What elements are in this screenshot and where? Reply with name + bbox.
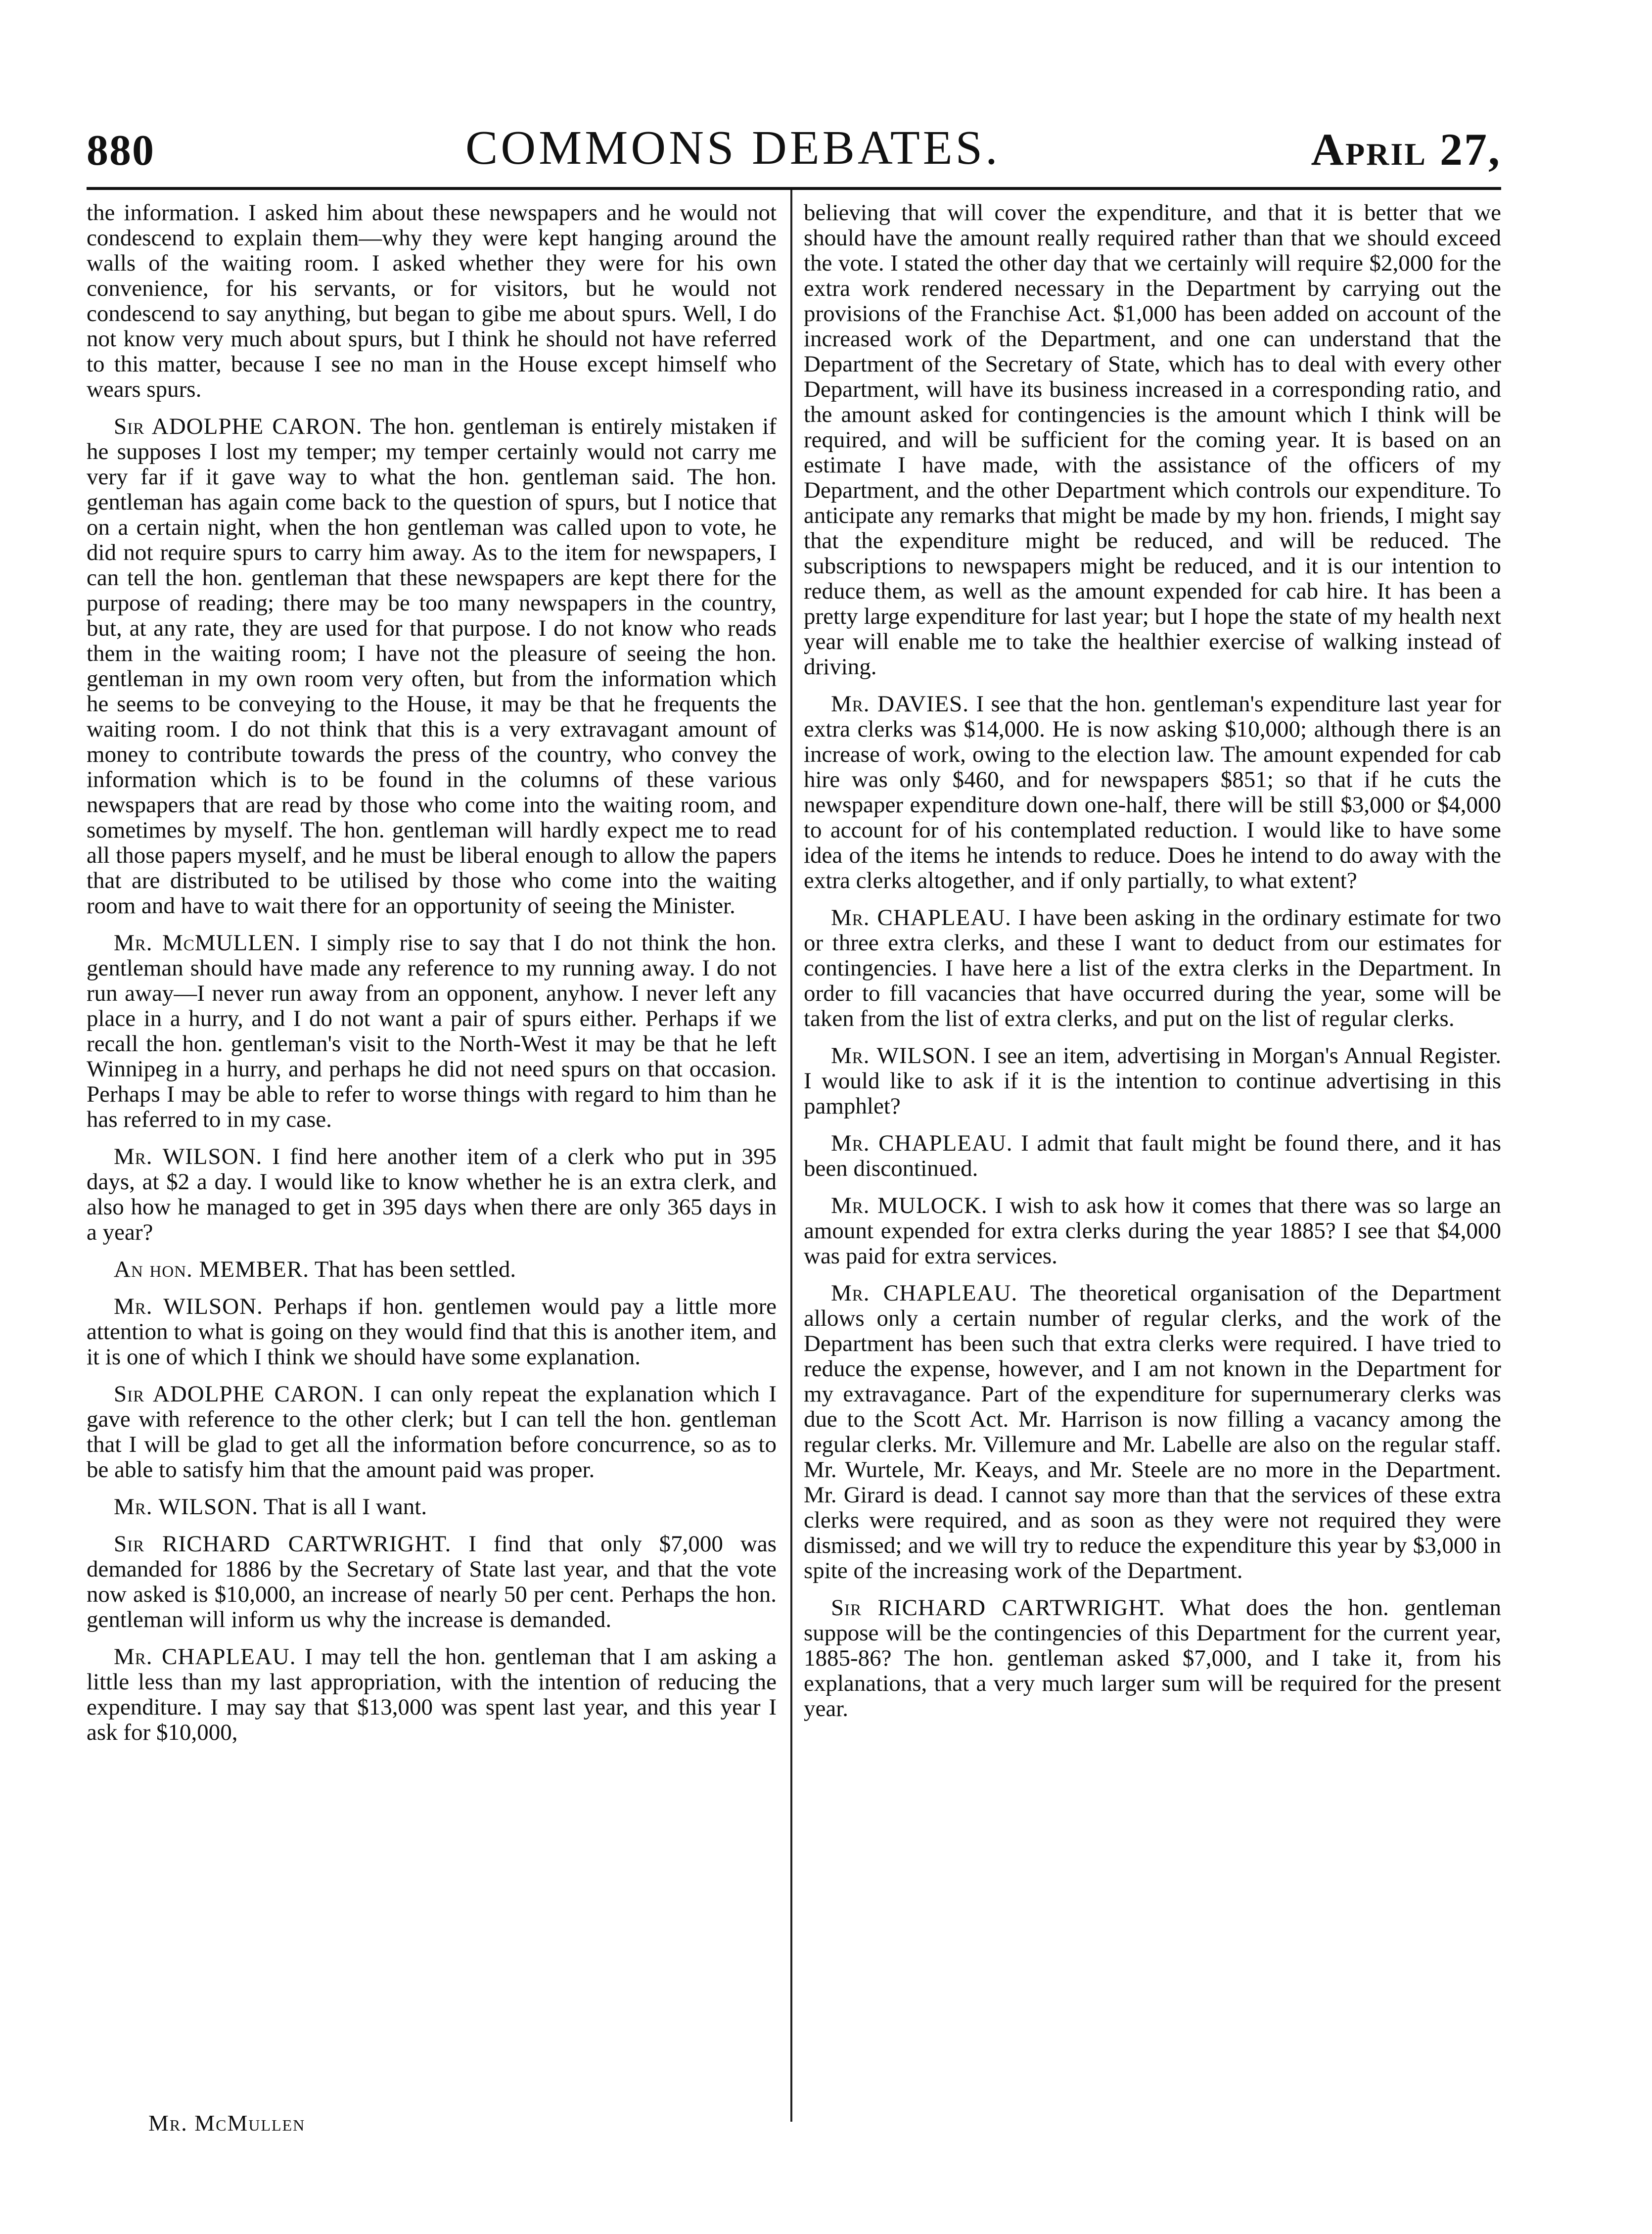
speaker-name: Sir RICHARD CARTWRIGHT. bbox=[831, 1595, 1165, 1621]
speaker-name: Mr. DAVIES. bbox=[831, 691, 969, 717]
paragraph-text: The hon. gentleman is entirely mistaken if he supposes I lost my temper; my temper certainly would not carry me very far if it gave way to what the hon. gentleman said. The hon. gentleman has again come back to the question of spurs, but I notice that on a certain night, when the hon gentleman was called upon to vote, he did not require spurs to carry him away. As to the item for newspapers, I can tell the hon. gentleman that these newspapers are kept there for the purpose of reading; there may be too many newspapers in the country, but, at any rate, they are used for that purpose. I do not know who reads them in the waiting room; I have not the pleasure of seeing the hon. gentleman in my own room very often, but from the information which he seems to be conveying to the House, it may be that he frequents the waiting room. I do not think that this is a very extravagant amount of money to contribute towards the press of the country, who convey the information which is to be found in the columns of these various newspapers that are read by those who come into the waiting room, and sometimes by myself. The hon. gentleman will hardly expect me to read all those papers myself, and he must be liberal enough to allow the papers that are distributed to be utilised by those who come into the waiting room and have to wait there for an opportunity of seeing the Minister. bbox=[87, 414, 777, 919]
paragraph bbox=[804, 905, 1501, 1031]
speaker-name: Sir ADOLPHE CARON. bbox=[114, 414, 363, 439]
paragraph-text: the information. I asked him about these newspapers and he would not condescend to explain them—why they were kept hanging around the walls of the waiting room. I asked whether they were for his own convenience, for his servants, or for visitors, but he would not condescend to say anything, but began to gibe me about spurs. Well, I do not know very much about spurs, but I think he should not have referred to this matter, because I see no man in the House except himself who wears spurs. bbox=[87, 200, 777, 402]
page-header bbox=[87, 111, 1501, 176]
right-column bbox=[804, 200, 1501, 2120]
speaker-name: Mr. CHAPLEAU. bbox=[831, 905, 1011, 931]
speaker-name: Sir RICHARD CARTWRIGHT. bbox=[114, 1531, 452, 1557]
paragraph-text: I find here another item of a clerk who put in 395 days, at $2 a day. I would like to know whether he is an extra clerk, and also how he managed to get in 395 days when there are only 365 days in a year? bbox=[87, 1144, 777, 1245]
journal-title: COMMONS DEBATES. bbox=[465, 121, 1001, 175]
signoff: Mr. McMullen bbox=[148, 2110, 306, 2136]
paragraph bbox=[87, 1294, 777, 1370]
paragraph-text: That is all I want. bbox=[263, 1494, 427, 1520]
speaker-name: Mr. MULOCK. bbox=[831, 1193, 988, 1218]
page-number: 880 bbox=[87, 127, 155, 175]
paragraph bbox=[804, 200, 1501, 680]
paragraph-text: I can only repeat the explanation which I gave with reference to the other clerk; but I can tell the hon. gentleman that I will be glad to get all the information before concurrence, so as to be able to satisfy him that the amount paid was proper. bbox=[87, 1381, 777, 1483]
speaker-name: Mr. CHAPLEAU. bbox=[114, 1644, 296, 1670]
paragraph bbox=[87, 1257, 777, 1282]
speaker-name: Mr. WILSON. bbox=[114, 1494, 258, 1520]
paragraph-text: I see that the hon. gentleman's expenditure last year for extra clerks was $14,000. He is now asking $10,000; although there is an increase of work, owing to the election law. The amount expended for cab hire was only $460, and for newspapers $851; so that if he cuts the newspaper expenditure down one-half, there will be still $3,000 or $4,000 to account for of his contemplated reduction. I would like to have some idea of the items he intends to reduce. Does he intend to do away with the extra clerks altogether, and if only partially, to what extent? bbox=[804, 691, 1501, 893]
paragraph bbox=[87, 414, 777, 919]
paragraph-text: I wish to ask how it comes that there was so large an amount expended for extra clerks during the year 1885? I see that $4,000 was paid for extra services. bbox=[804, 1193, 1501, 1269]
header-rule bbox=[87, 187, 1501, 190]
paragraph-text: believing that will cover the expenditure, and that it is better that we should have the amount really required rather than that we should exceed the vote. I stated the other day that we certainly will require $2,000 for the extra work rendered necessary in the Department by carrying out the provisions of the Franchise Act. $1,000 has been added on account of the increased work of the Department, and one can understand that the Department of the Secretary of State, which has to deal with every other Department, will have its business increased in a corresponding ratio, and the amount asked for contingencies is the amount which I think will be required, and will be sufficient for the coming year. It is based on an estimate I have made, with the assistance of the officers of my Department, and the other Department which controls our expenditure. To anticipate any remarks that might be made by my hon. friends, I might say that the expenditure might be reduced, and will be reduced. The subscriptions to newspapers might be reduced, and it is our intention to reduce them, as well as the amount expended for cab hire. It has been a pretty large expenditure for last year; but I hope the state of my health next year will enable me to take the healthier exercise of walking instead of driving. bbox=[804, 200, 1501, 680]
paragraph bbox=[804, 1595, 1501, 1722]
speaker-name: Sir ADOLPHE CARON. bbox=[114, 1381, 365, 1407]
paragraph-text: I may tell the hon. gentleman that I am asking a little less than my last appropriation, with the intention of reducing the expenditure. I may say that $13,000 was spent last year, and this year I ask for $10,000, bbox=[87, 1644, 777, 1745]
paragraph bbox=[87, 1382, 777, 1483]
speaker-name: Mr. McMULLEN. bbox=[114, 930, 301, 956]
paragraph bbox=[804, 1193, 1501, 1269]
speaker-name: An hon. MEMBER. bbox=[114, 1257, 309, 1282]
speaker-name: Mr. WILSON. bbox=[114, 1144, 263, 1169]
paragraph-text: Perhaps if hon. gentlemen would pay a little more attention to what is going on they would find that this is another item, and it is one of which I think we should have some explanation. bbox=[87, 1294, 777, 1370]
left-column bbox=[87, 200, 777, 2120]
paragraph-text: I have been asking in the ordinary estimate for two or three extra clerks, and these I want to deduct from our estimates for contingencies. I have here a list of the extra clerks in the Department. In order to fill vacancies that have occurred during the year, some will be taken from the list of extra clerks, and put on the list of regular clerks. bbox=[804, 905, 1501, 1031]
paragraph bbox=[87, 1532, 777, 1632]
paragraph-text: I find that only $7,000 was demanded for 1886 by the Secretary of State last year, and that the vote now asked is $10,000, an increase of nearly 50 per cent. Perhaps the hon. gentleman will inform us why the increase is demanded. bbox=[87, 1531, 777, 1632]
speaker-name: Mr. CHAPLEAU. bbox=[831, 1280, 1018, 1306]
paragraph bbox=[804, 1131, 1501, 1181]
header-date: April 27, bbox=[1311, 124, 1501, 175]
paragraph-text: The theoretical organisation of the Department allows only a certain number of regular clerks, and the work of the Department has been such that extra clerks were required. I have tried to reduce the expense, however, and I am not known in the Department for my extravagance. Part of the expenditure for supernumerary clerks was due to the Scott Act. Mr. Harrison is now filling a vacancy among the regular clerks. Mr. Villemure and Mr. Labelle are also on the regular staff. Mr. Wurtele, Mr. Keays, and Mr. Steele are no more in the Department. Mr. Girard is dead. I cannot say more than that the services of these extra clerks were required, and as soon as they were not required they were dismissed; and we will try to reduce the expenditure this year by $3,000 in spite of the increasing work of the Department. bbox=[804, 1280, 1501, 1583]
speaker-name: Mr. WILSON. bbox=[114, 1294, 263, 1319]
paragraph bbox=[804, 692, 1501, 893]
paragraph-text: I admit that fault might be found there, and it has been discontinued. bbox=[804, 1130, 1501, 1181]
paragraph bbox=[804, 1281, 1501, 1583]
paragraph-text: What does the hon. gentleman suppose will be the contingencies of this Department for the current year, 1885-86? The hon. gentleman asked $7,000, and I take it, from his explanations, that a very much larger sum will be required for the present year. bbox=[804, 1595, 1501, 1722]
paragraph bbox=[87, 1644, 777, 1745]
paragraph bbox=[87, 931, 777, 1132]
paragraph bbox=[87, 1144, 777, 1245]
column-divider bbox=[790, 190, 792, 2122]
paragraph-text: I see an item, advertising in Morgan's Annual Register. I would like to ask if it is the intention to continue advertising in this pamphlet? bbox=[804, 1043, 1501, 1119]
paragraph-text: That has been settled. bbox=[314, 1257, 516, 1282]
speaker-name: Mr. WILSON. bbox=[831, 1043, 976, 1069]
paragraph-text: I simply rise to say that I do not think the hon. gentleman should have made any reference to my running away. I do not run away—I never run away from an opponent, anyhow. I never left any place in a hurry, and I do not want a pair of spurs either. Perhaps if we recall the hon. gentleman's visit to the North-West it may be that he left Winnipeg in a hurry, and perhaps he did not need spurs on that occasion. Perhaps I may be able to refer to worse things with regard to him than he has referred to in my case. bbox=[87, 930, 777, 1132]
speaker-name: Mr. CHAPLEAU. bbox=[831, 1130, 1013, 1156]
paragraph bbox=[87, 1494, 777, 1520]
paragraph bbox=[87, 200, 777, 402]
paragraph bbox=[804, 1043, 1501, 1119]
